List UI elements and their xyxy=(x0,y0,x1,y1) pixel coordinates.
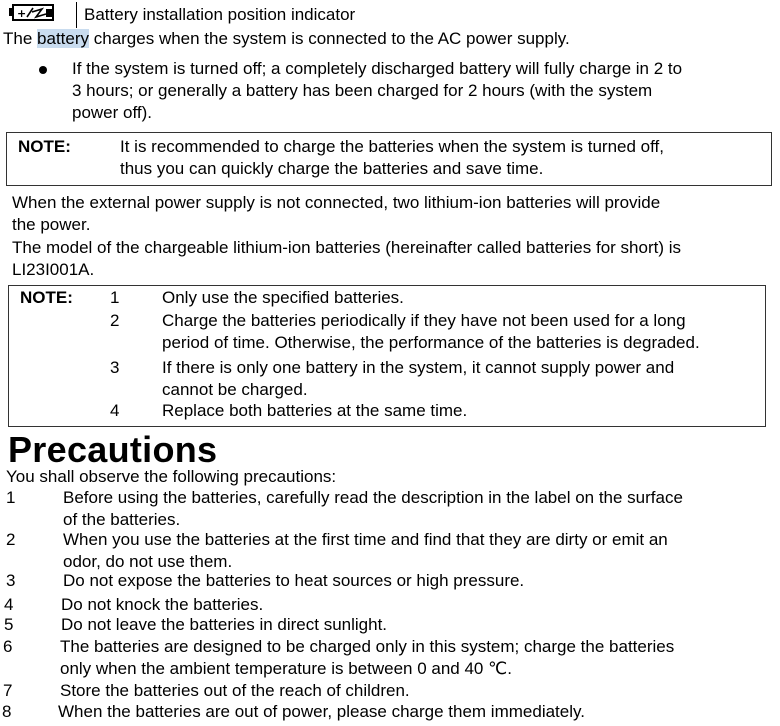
precaution-number: 7 xyxy=(3,681,13,700)
note1-line-1: It is recommended to charge the batteries when the system is turned off, xyxy=(120,137,664,156)
note2-item-number: 1 xyxy=(110,288,120,307)
bullet-line-2: 3 hours; or generally a battery has been charged for 2 hours (with the system xyxy=(72,81,653,100)
precaution-line: When the batteries are out of power, please charge them immediately. xyxy=(58,702,585,721)
precaution-line: only when the ambient temperature is between 0 and 40 ℃. xyxy=(60,659,512,678)
precaution-line: Do not knock the batteries. xyxy=(61,595,264,614)
precaution-line: Store the batteries out of the reach of children. xyxy=(60,681,410,700)
precaution-line: The batteries are designed to be charged only in this system; charge the batteries xyxy=(60,637,675,656)
intro-sentence xyxy=(3,28,570,50)
note2-item-number: 3 xyxy=(110,358,120,377)
precaution-number: 8 xyxy=(2,702,12,721)
battery-charge-indicator-icon xyxy=(8,3,58,27)
note2-item-line: Only use the specified batteries. xyxy=(162,288,404,307)
precautions-intro: You shall observe the following precautions: xyxy=(6,467,337,486)
precaution-number: 5 xyxy=(4,615,14,634)
precaution-line: When you use the batteries at the first time and find that they are dirty or emit an xyxy=(63,530,668,549)
precaution-line: Do not leave the batteries in direct sunlight. xyxy=(61,615,388,634)
para1-line-1: When the external power supply is not connected, two lithium-ion batteries will provide xyxy=(12,193,661,212)
para1-line-2: the power. xyxy=(12,215,91,234)
note2-item-line: period of time. Otherwise, the performance of the batteries is degraded. xyxy=(162,333,700,352)
intro-pre: The xyxy=(3,29,38,48)
precaution-number: 6 xyxy=(3,637,13,656)
bullet-line-1: If the system is turned off; a completely discharged battery will fully charge in 2 to xyxy=(72,59,683,78)
bullet-line-3: power off). xyxy=(72,103,153,122)
precaution-line: odor, do not use them. xyxy=(63,552,233,571)
header-title: Battery installation position indicator xyxy=(84,5,356,24)
precaution-number: 4 xyxy=(4,595,14,614)
intro-post: charges when the system is connected to the AC power supply. xyxy=(89,29,570,48)
note1-label: NOTE: xyxy=(18,137,71,156)
para2-line-2: LI23I001A. xyxy=(12,260,95,279)
para2-line-1: The model of the chargeable lithium-ion batteries (hereinafter called batteries for short) is xyxy=(12,238,682,257)
note2-item-number: 4 xyxy=(110,401,120,420)
note2-item-number: 2 xyxy=(110,311,120,330)
header-divider xyxy=(76,2,77,28)
note1-line-2: thus you can quickly charge the batteries and save time. xyxy=(120,159,544,178)
precaution-line: Do not expose the batteries to heat sources or high pressure. xyxy=(63,571,525,590)
precaution-number: 3 xyxy=(6,571,16,590)
svg-text:+: + xyxy=(17,7,27,20)
section-heading: Precautions xyxy=(8,429,218,470)
precaution-number: 2 xyxy=(6,530,16,549)
bullet-icon xyxy=(39,66,47,74)
intro-highlight: battery xyxy=(37,29,90,48)
note2-item-line: Charge the batteries periodically if they have not been used for a long xyxy=(162,311,686,330)
note2-item-line: If there is only one battery in the system, it cannot supply power and xyxy=(162,358,675,377)
precaution-number: 1 xyxy=(6,488,16,507)
note2-item-line: cannot be charged. xyxy=(162,380,308,399)
precaution-line: of the batteries. xyxy=(63,510,181,529)
precaution-line: Before using the batteries, carefully read the description in the label on the surface xyxy=(63,488,683,507)
note2-item-line: Replace both batteries at the same time. xyxy=(162,401,468,420)
note2-label: NOTE: xyxy=(20,288,73,307)
